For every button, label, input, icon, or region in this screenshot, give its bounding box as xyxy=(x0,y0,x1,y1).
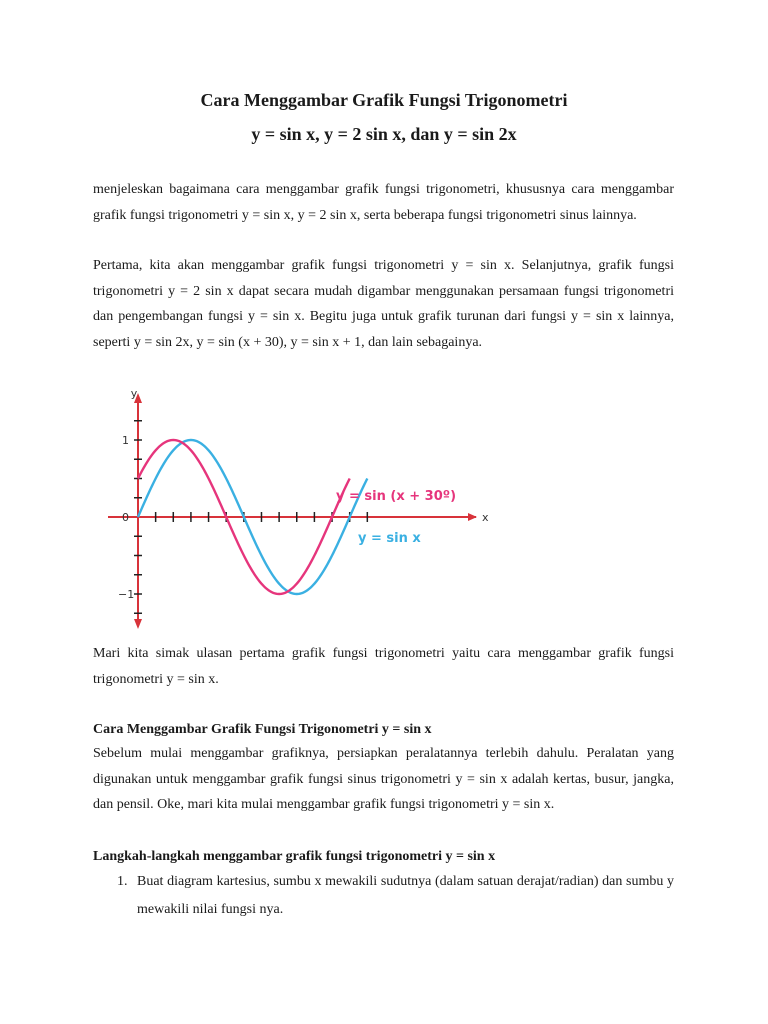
document-subtitle: y = sin x, y = 2 sin x, dan y = sin 2x xyxy=(251,124,517,144)
paragraph-pertama: Pertama, kita akan menggambar grafik fungsi trigonometri y = sin x. Selanjutnya, grafik fungsi trigonometri y = 2 sin x dapat secara mudah digambar menggunakan persamaan fungsi trigonometri dan pengembangan fungsi y = sin x. Begitu juga untuk grafik turunan dari fungsi y = sin x lainnya, seperti y = sin 2x, y = sin (x + 30), y = sin x + 1, dan lain sebagainya. xyxy=(93,258,674,350)
intro-paragraph: menjeleskan bagaimana cara menggambar grafik fungsi trigonometri, khususnya cara menggambar grafik fungsi trigonometri y = sin x, y = 2 sin x, serta beberapa fungsi trigonometri sinus lainnya. xyxy=(93,182,674,223)
y-tick-label: −1 xyxy=(118,588,135,601)
paragraph-mari: Mari kita simak ulasan pertama grafik fungsi trigonometri yaitu cara menggambar grafik fungsi trigonometri y = sin x. xyxy=(93,646,674,687)
series-label-sin-x-plus-30: y = sin (x + 30º) xyxy=(336,489,457,504)
steps-heading: Langkah-langkah menggambar grafik fungsi trigonometri y = sin x xyxy=(93,849,496,864)
steps-list xyxy=(93,868,674,924)
document-title: Cara Menggambar Grafik Fungsi Trigonometri xyxy=(200,90,568,110)
list-item xyxy=(93,868,674,924)
y-tick-label: 1 xyxy=(122,434,129,447)
list-item-text: Buat diagram kartesius, sumbu x mewakili sudutnya (dalam satuan derajat/radian) dan sumbu y mewakili nilai fungsi nya. xyxy=(137,874,674,917)
x-axis-label: x xyxy=(482,511,489,524)
sine-graph-figure xyxy=(100,385,500,635)
y-tick-label: 0 xyxy=(122,511,129,524)
y-axis-arrow-down xyxy=(134,619,142,629)
y-axis-label: y xyxy=(130,387,138,400)
sine-graph xyxy=(100,385,500,630)
chart-labels xyxy=(118,387,489,601)
section-heading: Cara Menggambar Grafik Fungsi Trigonometri y = sin x xyxy=(93,722,432,737)
paragraph-peralatan: Sebelum mulai menggambar grafiknya, persiapkan peralatannya terlebih dahulu. Peralatan yang digunakan untuk menggambar grafik fungsi sinus trigonometri y = sin x adalah kertas, busur, jangka, dan pensil. Oke, mari kita mulai menggambar grafik fungsi trigonometri y = sin x. xyxy=(93,746,674,812)
series-label-sin-x: y = sin x xyxy=(358,531,421,546)
list-item-number: 1. xyxy=(117,874,128,889)
